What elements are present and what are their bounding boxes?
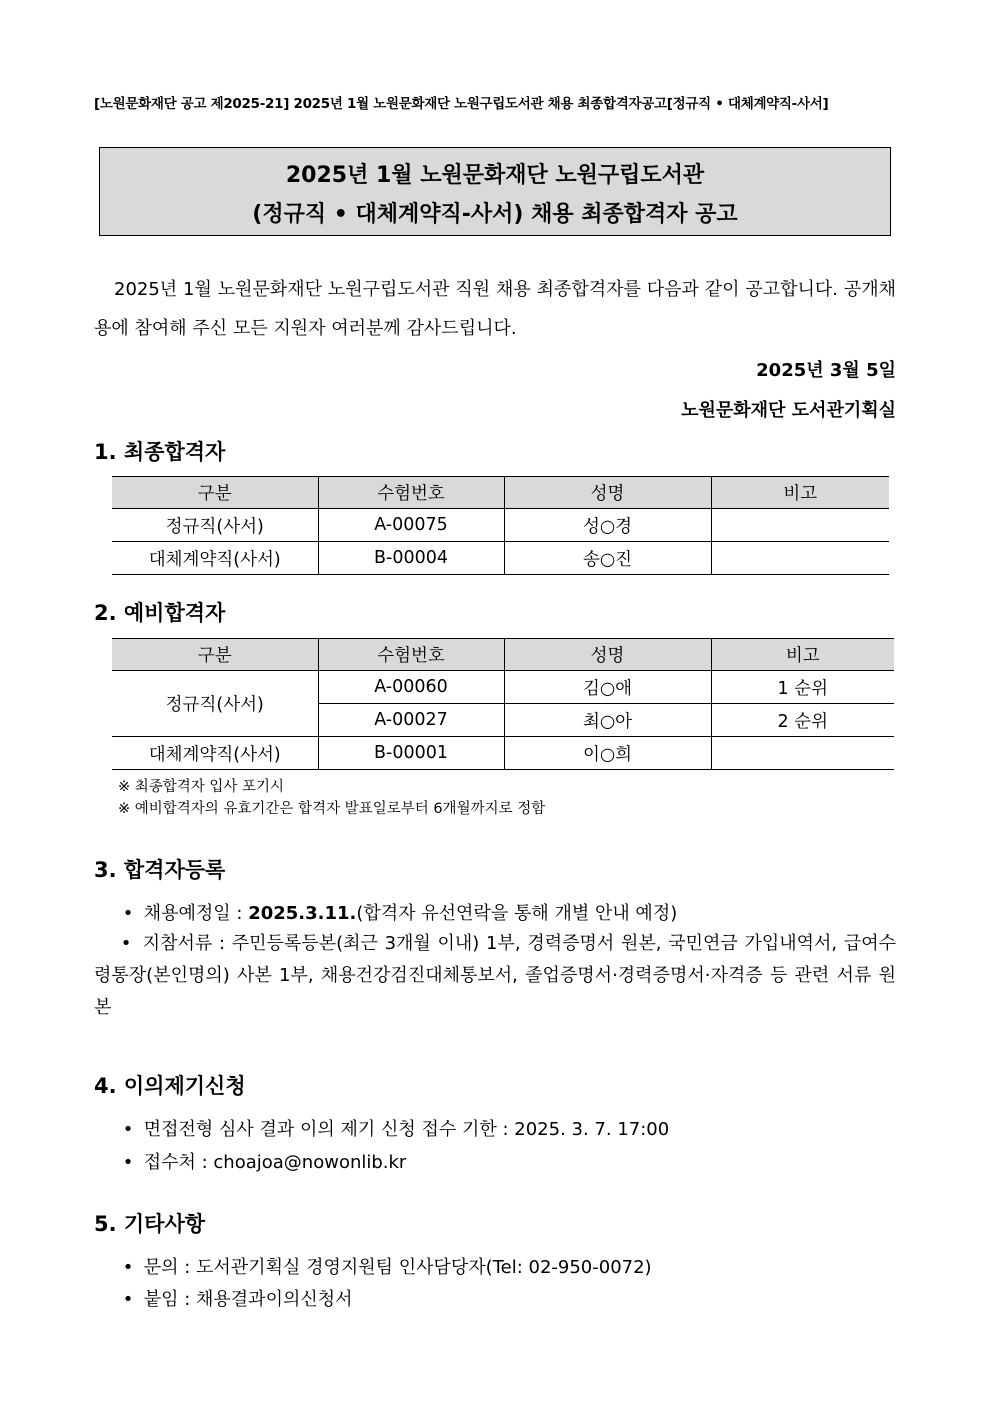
issuing-organization: 노원문화재단 도서관기획실 <box>681 400 896 421</box>
reserve-passers-table <box>112 638 894 770</box>
title-line-1: 2025년 1월 노원문화재단 노원구립도서관 <box>285 163 705 188</box>
objection-contact-text: 접수처 : choajoa@nowonlib.kr <box>143 1152 407 1173</box>
documents-item <box>94 928 896 1024</box>
notice-number: [노원문화재단 공고 제2025-21] <box>94 96 290 112</box>
cell-name: 이○희 <box>504 737 711 770</box>
attachment-item <box>94 1284 896 1316</box>
hire-date-label: 채용예정일 : <box>143 903 249 924</box>
table-row <box>112 509 889 542</box>
title-box <box>99 147 891 236</box>
bullet-icon: • <box>122 1257 134 1278</box>
section-5-title: 5. 기타사항 <box>94 1212 206 1236</box>
bullet-icon: • <box>120 933 132 954</box>
reserve-note-1: ※ 최종합격자 입사 포기시 <box>118 779 285 795</box>
notice-header-title: 2025년 1월 노원문화재단 노원구립도서관 채용 최종합격자공고[정규직 • 대체계약직-사서] <box>293 96 829 112</box>
inquiry-item <box>94 1252 896 1284</box>
bullet-icon: • <box>122 1152 134 1173</box>
table-row <box>112 542 889 575</box>
header-exam-number: 수험번호 <box>318 639 504 671</box>
final-passers-table <box>112 476 889 575</box>
hire-date-note: (합격자 유선연락을 통해 개별 안내 예정) <box>356 903 678 924</box>
header-exam-number: 수험번호 <box>318 477 504 509</box>
section-2-title: 2. 예비합격자 <box>94 601 226 625</box>
inquiry-text: 문의 : 도서관기획실 경영지원팀 인사담당자(Tel: 02-950-0072) <box>143 1257 652 1278</box>
cell-name: 송○진 <box>504 542 711 575</box>
cell-remarks <box>711 509 889 542</box>
header-category: 구분 <box>112 639 318 671</box>
bullet-icon: • <box>122 903 134 924</box>
documents-text: 지참서류 : 주민등록등본(최근 3개월 이내) 1부, 경력증명서 원본, 국민연금 가입내역서, 급여수령통장(본인명의) 사본 1부, 채용건강검진대체통보서, 졸업증명서·경력증명서·자격증 등 관련 서류 원본 <box>94 933 896 1018</box>
cell-remarks <box>711 542 889 575</box>
objection-contact-item <box>94 1147 896 1179</box>
cell-remarks: 1 순위 <box>711 671 894 704</box>
section-1-title: 1. 최종합격자 <box>94 440 226 464</box>
section-4-title: 4. 이의제기신청 <box>94 1074 246 1098</box>
header-name: 성명 <box>504 477 711 509</box>
header-remarks: 비고 <box>711 639 894 671</box>
cell-exam-number: B-00004 <box>318 542 504 575</box>
cell-name: 성○경 <box>504 509 711 542</box>
cell-remarks: 2 순위 <box>711 704 894 737</box>
notice-header <box>94 92 914 112</box>
cell-category: 대체계약직(사서) <box>112 542 318 575</box>
cell-category: 정규직(사서) <box>112 509 318 542</box>
header-name: 성명 <box>504 639 711 671</box>
cell-name: 최○아 <box>504 704 711 737</box>
cell-category: 대체계약직(사서) <box>112 737 318 770</box>
header-remarks: 비고 <box>711 477 889 509</box>
intro-paragraph: 2025년 1월 노원문화재단 노원구립도서관 직원 채용 최종합격자를 다음과 같이 공고합니다. 공개채용에 참여해 주신 모든 지원자 여러분께 감사드립니다. <box>94 279 896 339</box>
title-line-2: (정규직 • 대체계약직-사서) 채용 최종합격자 공고 <box>252 202 738 227</box>
hire-date-item <box>94 898 896 930</box>
header-category: 구분 <box>112 477 318 509</box>
objection-deadline-item <box>94 1114 896 1146</box>
reserve-note-2: ※ 예비합격자의 유효기간은 합격자 발표일로부터 6개월까지로 정함 <box>118 801 546 817</box>
table-header-row <box>112 477 889 509</box>
cell-exam-number: A-00027 <box>318 704 504 737</box>
cell-category: 정규직(사서) <box>112 671 318 737</box>
table-row <box>112 671 894 704</box>
cell-exam-number: A-00060 <box>318 671 504 704</box>
objection-deadline-text: 면접전형 심사 결과 이의 제기 신청 접수 기한 : 2025. 3. 7. 17:00 <box>143 1119 670 1140</box>
notice-date: 2025년 3월 5일 <box>756 360 896 381</box>
bullet-icon: • <box>122 1289 134 1310</box>
cell-name: 김○애 <box>504 671 711 704</box>
cell-remarks <box>711 737 894 770</box>
table-row <box>112 737 894 770</box>
cell-exam-number: A-00075 <box>318 509 504 542</box>
cell-exam-number: B-00001 <box>318 737 504 770</box>
hire-date-value: 2025.3.11. <box>248 903 357 924</box>
attachment-text: 붙임 : 채용결과이의신청서 <box>143 1289 353 1310</box>
bullet-icon: • <box>122 1119 134 1140</box>
section-3-title: 3. 합격자등록 <box>94 858 226 882</box>
table-header-row <box>112 639 894 671</box>
